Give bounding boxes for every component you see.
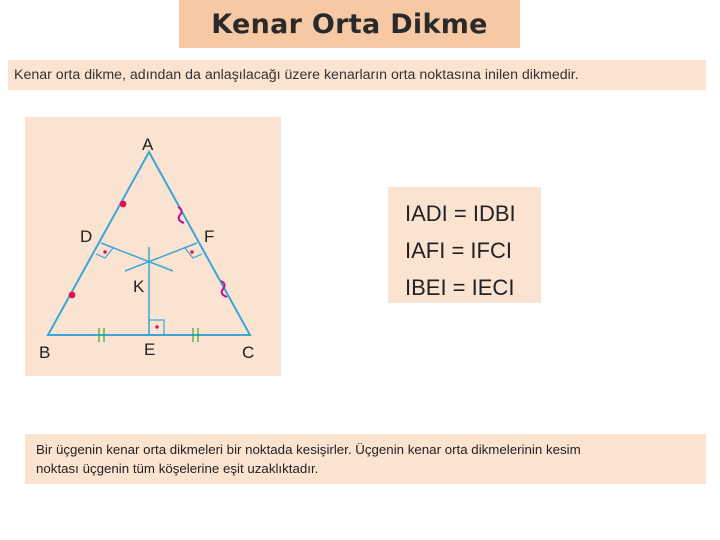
label-e: E [144,340,156,359]
label-b: B [39,343,51,362]
tick-db [69,292,76,299]
property-line-1: Bir üçgenin kenar orta dikmeleri bir noktada kesişirler. Üçgenin kenar orta dikmelerinin kesim [36,442,581,457]
definition-box [8,60,706,90]
tick-ad [120,201,127,208]
property-line-2: noktası üçgenin tüm köşelerine eşit uzaklıktadır. [36,461,319,476]
angle-dot-e [155,325,158,328]
label-d: D [80,227,93,246]
equality-2: IAFI = IFCI [405,238,512,263]
right-angle-f [185,248,202,258]
equality-1: IADI = IDBI [405,201,516,226]
label-k: K [133,277,145,296]
page-title: Kenar Orta Dikme [211,8,488,40]
equality-3: IBEI = IECI [405,275,515,300]
triangle-diagram [25,117,281,376]
angle-dot-d [103,250,106,253]
property-box [25,434,706,484]
equalities-box [388,187,541,303]
angle-dot-f [190,250,193,253]
label-a: A [142,135,154,154]
label-c: C [242,343,255,362]
definition-text: Kenar orta dikme, adından da anlaşılacağı üzere kenarların orta noktasına inilen dikmedir. [14,67,579,83]
triangle-figure [25,117,281,376]
title-banner [179,0,520,48]
label-f: F [204,227,215,246]
